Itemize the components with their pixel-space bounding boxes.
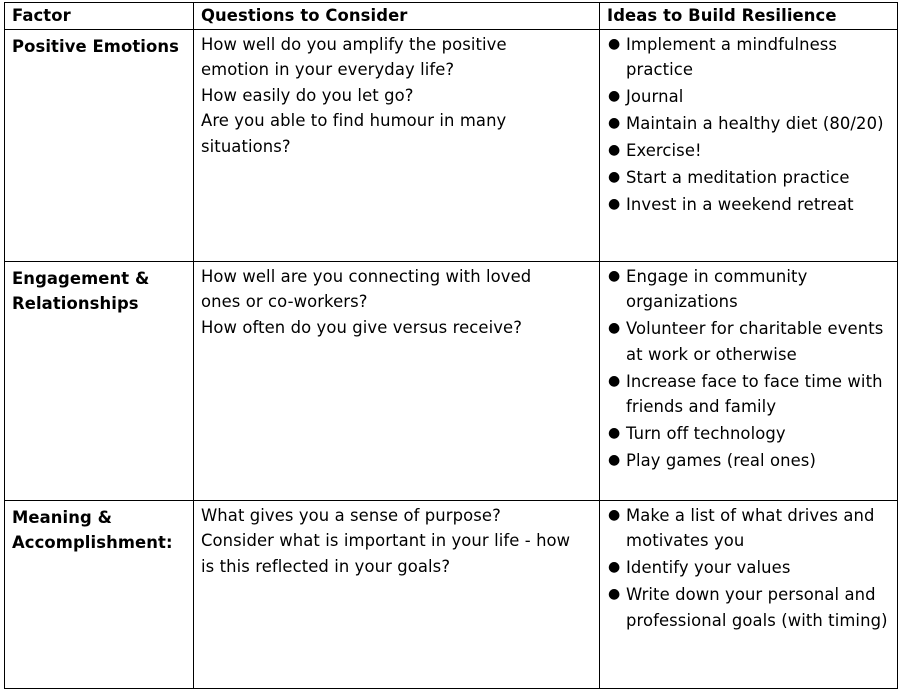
idea-item [607, 192, 891, 218]
idea-item [607, 448, 891, 474]
idea-text: Increase face to face time with friends and family [626, 371, 883, 416]
idea-text: Start a meditation practice [626, 168, 850, 187]
idea-item [607, 582, 891, 633]
ideas-list [607, 264, 891, 474]
bullet-icon: ● [608, 506, 621, 523]
questions-cell [194, 29, 600, 261]
ideas-list [607, 503, 891, 634]
idea-text: Turn off technology [626, 424, 786, 443]
idea-text: Journal [626, 87, 684, 106]
header-factor: Factor [5, 3, 194, 30]
question-line: emotion in your everyday life? [201, 60, 455, 79]
question-line: What gives you a sense of purpose? [201, 505, 501, 525]
idea-text: Implement a mindfulness practice [626, 34, 838, 79]
bullet-icon: ● [608, 169, 621, 185]
idea-item [607, 165, 891, 191]
ideas-cell [600, 500, 898, 688]
factor-label: Relationships [12, 294, 139, 313]
bullet-icon: ● [608, 559, 621, 575]
bullet-icon: ● [608, 196, 621, 212]
bullet-icon: ● [608, 142, 621, 158]
factor-label: Meaning & [12, 507, 113, 527]
bullet-icon: ● [608, 115, 621, 131]
question-line: Are you able to find humour in many [201, 111, 507, 130]
idea-item [607, 84, 891, 110]
idea-text: Identify your values [626, 558, 791, 577]
idea-item [607, 316, 891, 367]
question-line: How well are you connecting with loved [201, 266, 532, 286]
factor-cell [5, 29, 194, 261]
idea-item [607, 32, 891, 83]
question-line: Consider what is important in your life - how [201, 531, 571, 550]
question-line: is this reflected in your goals? [201, 556, 451, 576]
idea-item [607, 111, 891, 137]
idea-text: Play games (real ones) [626, 451, 816, 470]
factor-label: Accomplishment: [12, 533, 173, 552]
ideas-list [607, 32, 891, 218]
idea-item [607, 503, 891, 554]
factor-label: Positive Emotions [12, 36, 179, 56]
idea-text: Maintain a healthy diet (80/20) [626, 114, 884, 133]
bullet-icon: ● [608, 267, 621, 284]
table-row [5, 29, 898, 261]
idea-item [607, 264, 891, 315]
idea-text: Engage in community organizations [626, 266, 808, 311]
bullet-icon: ● [608, 452, 621, 468]
idea-text: Exercise! [626, 141, 702, 160]
question-line: How well do you amplify the positive [201, 34, 507, 54]
bullet-icon: ● [608, 586, 621, 602]
ideas-cell [600, 29, 898, 261]
bullet-icon: ● [608, 372, 621, 389]
table-row [5, 500, 898, 688]
questions-cell [194, 500, 600, 688]
resilience-table [4, 2, 898, 689]
idea-item [607, 555, 891, 581]
idea-item [607, 421, 891, 447]
bullet-icon: ● [608, 88, 621, 104]
question-line: How easily do you let go? [201, 85, 414, 105]
factor-label: Engagement & [12, 268, 150, 288]
idea-item [607, 138, 891, 164]
ideas-cell [600, 261, 898, 500]
question-line: situations? [201, 136, 291, 156]
idea-text: Write down your personal and professional goals (with timing) [626, 585, 888, 630]
table-row [5, 261, 898, 500]
bullet-icon: ● [608, 35, 621, 52]
bullet-icon: ● [608, 320, 621, 336]
factor-cell [5, 500, 194, 688]
questions-cell [194, 261, 600, 500]
question-line: How often do you give versus receive? [201, 317, 523, 337]
question-line: ones or co-workers? [201, 292, 368, 311]
idea-text: Invest in a weekend retreat [626, 195, 854, 214]
idea-item [607, 369, 891, 420]
header-ideas: Ideas to Build Resilience [600, 3, 898, 30]
header-questions: Questions to Consider [194, 3, 600, 30]
idea-text: Volunteer for charitable events at work or otherwise [626, 319, 884, 364]
idea-text: Make a list of what drives and motivates you [626, 505, 875, 550]
header-row [5, 3, 898, 30]
factor-cell [5, 261, 194, 500]
bullet-icon: ● [608, 425, 621, 441]
